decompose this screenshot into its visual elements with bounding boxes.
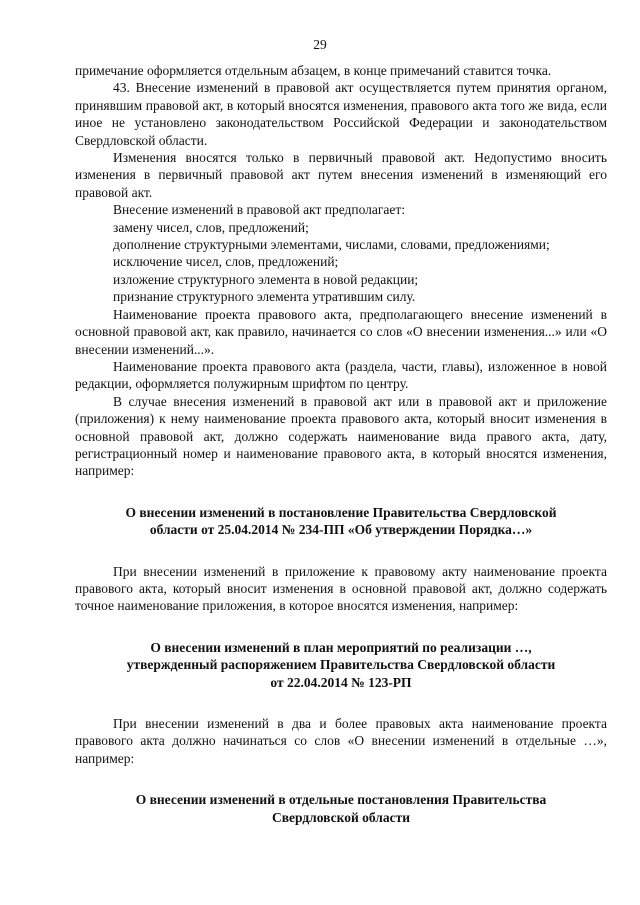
heading-line: О внесении изменений в отдельные постановления Правительства bbox=[135, 792, 547, 808]
heading-line: Свердловской области bbox=[271, 809, 411, 825]
paragraph: Изменения вносятся только в первичный правовой акт. Недопустимо вносить изменения в первичный правовой акт путем внесения изменений в изменяющий его правовой акт. bbox=[75, 150, 607, 200]
list-item: признание структурного элемента утратившим силу. bbox=[113, 289, 416, 305]
heading-line: от 22.04.2014 № 123-РП bbox=[270, 674, 412, 690]
list-item: изложение структурного элемента в новой редакции; bbox=[113, 271, 419, 287]
paragraph: примечание оформляется отдельным абзацем, в конце примечаний ставится точка. bbox=[75, 63, 552, 78]
paragraph: 43. Внесение изменений в правовой акт осуществляется путем принятия органом, принявшим правовой акт, в который вносятся изменения, правового акта того же вида, если иное не установлено законодательством Российской Федерации и законодательством Свердловской области. bbox=[75, 80, 607, 148]
paragraph: Наименование проекта правового акта, предполагающего внесение изменений в основной правовой акт, как правило, начинается со слов «О внесении изменения...» или «О внесении изменений...». bbox=[75, 306, 607, 357]
document-body bbox=[75, 62, 607, 850]
example-heading-1 bbox=[75, 504, 607, 539]
list-item: замену чисел, слов, предложений; bbox=[113, 219, 309, 235]
page-number: 29 bbox=[313, 37, 327, 52]
paragraph: Наименование проекта правового акта (раздела, части, главы), изложенное в новой редакции, оформляется полужирным шрифтом по центру. bbox=[75, 358, 607, 392]
example-heading-2 bbox=[75, 639, 607, 691]
paragraph: Внесение изменений в правовой акт предполагает: bbox=[113, 202, 406, 218]
heading-line: О внесении изменений в постановление Правительства Свердловской bbox=[125, 504, 557, 520]
heading-line: О внесении изменений в план мероприятий по реализации …, bbox=[150, 639, 532, 655]
heading-line: области от 25.04.2014 № 234-ПП «Об утверждении Порядка…» bbox=[149, 522, 533, 538]
list-item: исключение чисел, слов, предложений; bbox=[113, 254, 339, 270]
list-item: дополнение структурными элементами, числами, словами, предложениями; bbox=[113, 237, 550, 253]
paragraph: При внесении изменений в приложение к правовому акту наименование проекта правового акта, который вносит изменения в основной правовой акт, должно содержать точное наименование приложения, в которое вносятся изменения, например: bbox=[75, 563, 607, 614]
heading-line: утвержденный распоряжением Правительства Свердловской области bbox=[126, 657, 556, 673]
example-heading-3 bbox=[75, 791, 607, 826]
paragraph: В случае внесения изменений в правовой акт или в правовой акт и приложение (приложения) к нему наименование проекта правового акта, который вносит изменения в основной правовой акт, должно содержать наименование вида правого акта, дату, регистрационный номер и наименование правового акта, в который вносятся изменения, например: bbox=[75, 393, 607, 479]
paragraph: При внесении изменений в два и более правовых акта наименование проекта правового акта должно начинаться со слов «О внесении изменений в отдельные …», например: bbox=[75, 716, 607, 766]
